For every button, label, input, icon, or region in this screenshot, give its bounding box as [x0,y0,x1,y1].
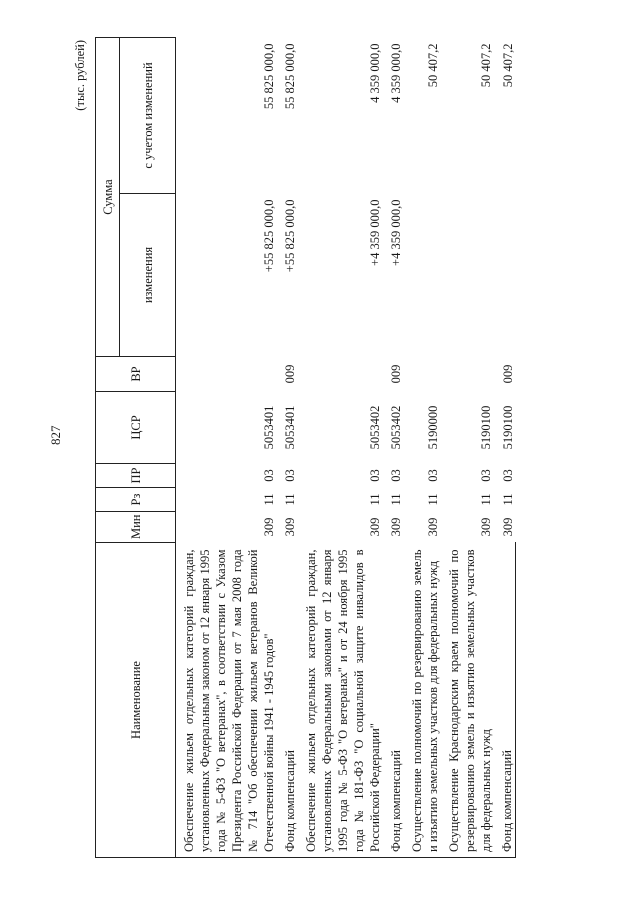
header-vr: ВР [96,357,176,392]
budget-table [95,37,516,858]
row-csr: 5190100 [500,405,515,450]
row-name: Фонд компенсаций [500,750,514,852]
row-csr: 5190100 [479,405,493,450]
header-pr: ПР [96,464,176,488]
row-vr: 009 [389,364,403,384]
row-total: 4 359 000,0 [368,43,382,103]
row-pr: 03 [389,469,403,482]
row-rz: 11 [368,493,382,506]
row-csr: 5053401 [262,405,276,450]
row-change: +4 359 000,0 [389,199,403,266]
row-total: 50 407,2 [500,43,515,88]
row-vr: 009 [283,364,297,384]
page-number: 827 [48,425,63,445]
row-min: 309 [262,517,276,537]
row-pr: 03 [368,469,382,482]
table-row [383,38,404,858]
header-csr: ЦСР [96,392,176,464]
row-rz: 11 [479,493,493,506]
row-change [441,194,494,357]
row-rz: 11 [426,493,440,506]
row-vr [441,357,494,392]
row-min: 309 [426,517,440,537]
row-min: 309 [479,517,493,537]
row-pr: 03 [479,469,493,482]
row-change: +55 825 000,0 [283,199,297,273]
table-row [277,38,298,858]
row-change: +55 825 000,0 [262,199,276,273]
header-min: Мин [96,512,176,543]
row-pr: 03 [262,469,276,482]
row-pr: 03 [426,469,440,482]
table-row [176,38,278,858]
row-min: 309 [500,517,515,537]
row-vr [298,357,383,392]
header-rz: Рз [96,488,176,512]
row-name: Фонд компенсаций [283,750,297,852]
row-name: Осуществление полномочий по резервированию земель и изъятию земельных участков для федеральных нужд [410,549,440,852]
row-rz: 11 [389,493,403,506]
header-name: Наименование [96,543,176,858]
header-sum: Сумма [96,38,120,357]
row-rz: 11 [262,493,276,506]
row-csr: 5053402 [389,405,403,450]
row-name: Осуществление Краснодарским краем полномочий по резервированию земель и изъятию земельных участков для федеральных нужд [447,549,493,852]
row-total: 50 407,2 [426,43,440,88]
row-total: 4 359 000,0 [389,43,403,103]
row-min: 309 [389,517,403,537]
row-pr: 03 [283,469,297,482]
row-vr: 009 [500,364,515,384]
row-vr [176,357,278,392]
row-name: Обеспечение жильем отдельных категорий граждан, установленных Федеральными законами от 12 января 1995 года № 5-ФЗ "О ветеранах" и от 24 ноября 1995 года № 181-ФЗ "О социальной защите инвалидов в Российской Федерации" [304,549,382,852]
row-rz: 11 [500,493,515,506]
row-pr: 03 [500,469,515,482]
row-change [494,194,516,357]
table-row [441,38,494,858]
row-total: 55 825 000,0 [283,43,297,110]
row-total: 50 407,2 [479,43,493,88]
row-change: +4 359 000,0 [368,199,382,266]
table-row [404,38,441,858]
row-csr: 5053401 [283,405,297,450]
row-change [404,194,441,357]
units-label: (тыс. рублей) [73,40,87,111]
table-row [298,38,383,858]
header-change: изменения [120,194,176,357]
row-min: 309 [368,517,382,537]
row-csr: 5190000 [426,405,440,450]
row-rz: 11 [283,493,297,506]
header-with-changes: с учетом изменений [120,38,176,194]
row-total: 55 825 000,0 [262,43,276,110]
table-row [494,38,516,858]
row-name: Обеспечение жильем отдельных категорий граждан, установленных Федеральным законом от 12 января 1995 года № 5-ФЗ "О ветеранах", в соответствии с Указом Президента Российской Федерации от 7 мая 2008 года № 714 "Об обеспечении жильем ветеранов Великой Отечественной войны 1941 - 1945 годов" [182,549,276,852]
row-min: 309 [283,517,297,537]
budget-document [73,38,550,858]
row-csr: 5053402 [368,405,382,450]
row-name: Фонд компенсаций [389,750,403,852]
row-vr [404,357,441,392]
